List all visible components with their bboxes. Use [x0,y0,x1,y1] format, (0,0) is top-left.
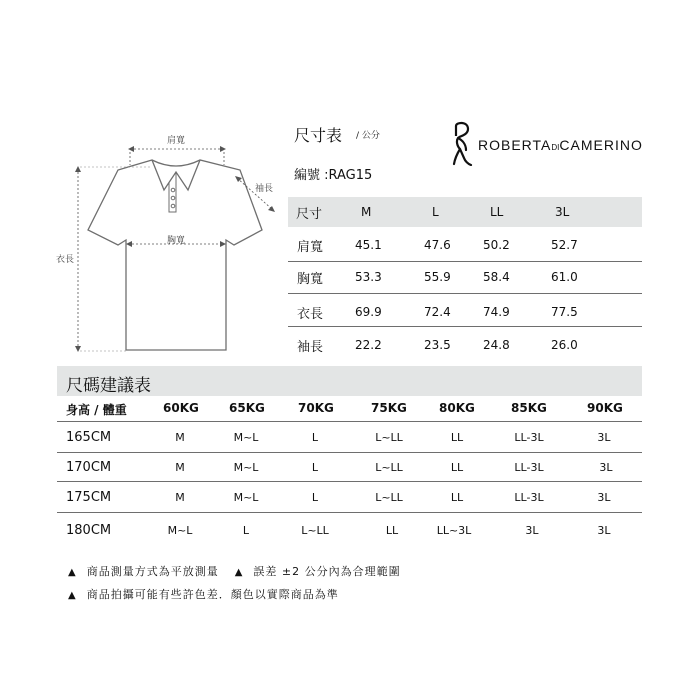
recommended-size: M [175,431,185,444]
height-label: 170CM [66,460,112,475]
recommended-size: L~LL [375,491,403,504]
size-header-cell: 3L [555,205,570,219]
size-cell: 52.7 [551,238,578,252]
size-cell: 72.4 [424,305,451,319]
weight-header: 85KG [511,401,547,415]
size-header-cell: M [361,205,372,219]
size-header-label: 尺寸 [296,207,323,222]
r-ribbon-logo [448,120,476,166]
size-cell: 24.8 [483,338,510,352]
size-cell: 77.5 [551,305,578,319]
size-row-label: 胸寬 [297,272,324,287]
sleeve-label: 袖長 [255,184,274,194]
recommended-size: LL [450,431,464,444]
size-cell: 69.9 [355,305,382,319]
note-text: 誤差 ±2 公分內為合理範圍 [253,565,401,578]
recommended-size: L~LL [301,524,329,537]
recommended-size: LL-3L [514,491,544,504]
note-text: 商品拍攝可能有些許色差．顏色以實際商品為準 [86,588,339,601]
recommended-size: L [311,461,319,474]
weight-header: 65KG [229,401,265,415]
recommended-size: L [311,491,319,504]
size-cell: 74.9 [483,305,510,319]
size-cell: 47.6 [424,238,451,252]
chest-label: 胸寬 [167,236,186,246]
recommended-size: L~LL [375,431,403,444]
note-text: 商品測量方式為平放測量 [86,565,219,578]
recommended-size: LL [450,491,464,504]
row-divider [288,261,642,262]
triangle-icon: ▲ [68,590,77,601]
length-label: 衣長 [56,255,75,265]
height-weight-header: 身高 / 體重 [66,403,127,417]
height-label: 165CM [66,430,112,445]
row-divider [57,452,642,453]
polo-shirt-outline [88,160,262,350]
weight-header: 90KG [587,401,623,415]
recommended-size: LL [385,524,399,537]
row-divider [57,421,642,422]
recommended-size: LL [450,461,464,474]
recommended-size: 3L [525,524,539,537]
weight-header: 70KG [298,401,334,415]
button-icon [171,196,175,200]
button-icon [171,188,175,192]
recommendation-title: 尺碼建議表 [66,376,151,396]
recommended-size: 3L [597,524,611,537]
size-cell: 26.0 [551,338,578,352]
size-cell: 50.2 [483,238,510,252]
row-divider [288,326,642,327]
row-divider [57,512,642,513]
size-row-label: 袖長 [297,340,324,355]
size-row-label: 衣長 [297,307,324,322]
note-line-2 [68,586,339,602]
size-cell: 45.1 [355,238,382,252]
button-icon [171,204,175,208]
recommended-size: 3L [597,491,611,504]
recommended-size: 3L [597,431,611,444]
size-table-header-band [288,197,642,227]
recommended-size: LL-3L [514,461,544,474]
size-cell: 61.0 [551,270,578,284]
size-cell: 58.4 [483,270,510,284]
model-number: 編號 :RAG15 [294,168,373,183]
recommended-size: LL-3L [514,431,544,444]
weight-header: 60KG [163,401,199,415]
recommended-size: L~LL [375,461,403,474]
size-header-cell: LL [490,205,504,219]
size-table-unit: / 公分 [356,131,380,141]
row-divider [57,481,642,482]
recommended-size: M~L [167,524,193,537]
brand-name: ROBERTADICAMERINO [478,137,643,153]
weight-header: 80KG [439,401,475,415]
row-divider [288,293,642,294]
size-cell: 23.5 [424,338,451,352]
triangle-icon: ▲ [68,567,77,578]
note-line-1 [68,563,401,579]
size-cell: 55.9 [424,270,451,284]
size-table-title: 尺寸表 [294,126,343,145]
recommended-size: 3L [599,461,613,474]
size-header-cell: L [432,205,439,219]
recommended-size: LL~3L [436,524,472,537]
recommended-size: M [175,461,185,474]
recommended-size: M~L [233,431,259,444]
shoulder-label: 肩寬 [167,136,186,146]
height-label: 175CM [66,490,112,505]
recommended-size: M~L [233,491,259,504]
recommended-size: L [311,431,319,444]
recommended-size: M~L [233,461,259,474]
size-row-label: 肩寬 [297,240,324,255]
size-cell: 22.2 [355,338,382,352]
triangle-icon: ▲ [234,567,244,578]
weight-header: 75KG [371,401,407,415]
size-cell: 53.3 [355,270,382,284]
height-label: 180CM [66,523,112,538]
recommended-size: L [242,524,250,537]
recommended-size: M [175,491,185,504]
